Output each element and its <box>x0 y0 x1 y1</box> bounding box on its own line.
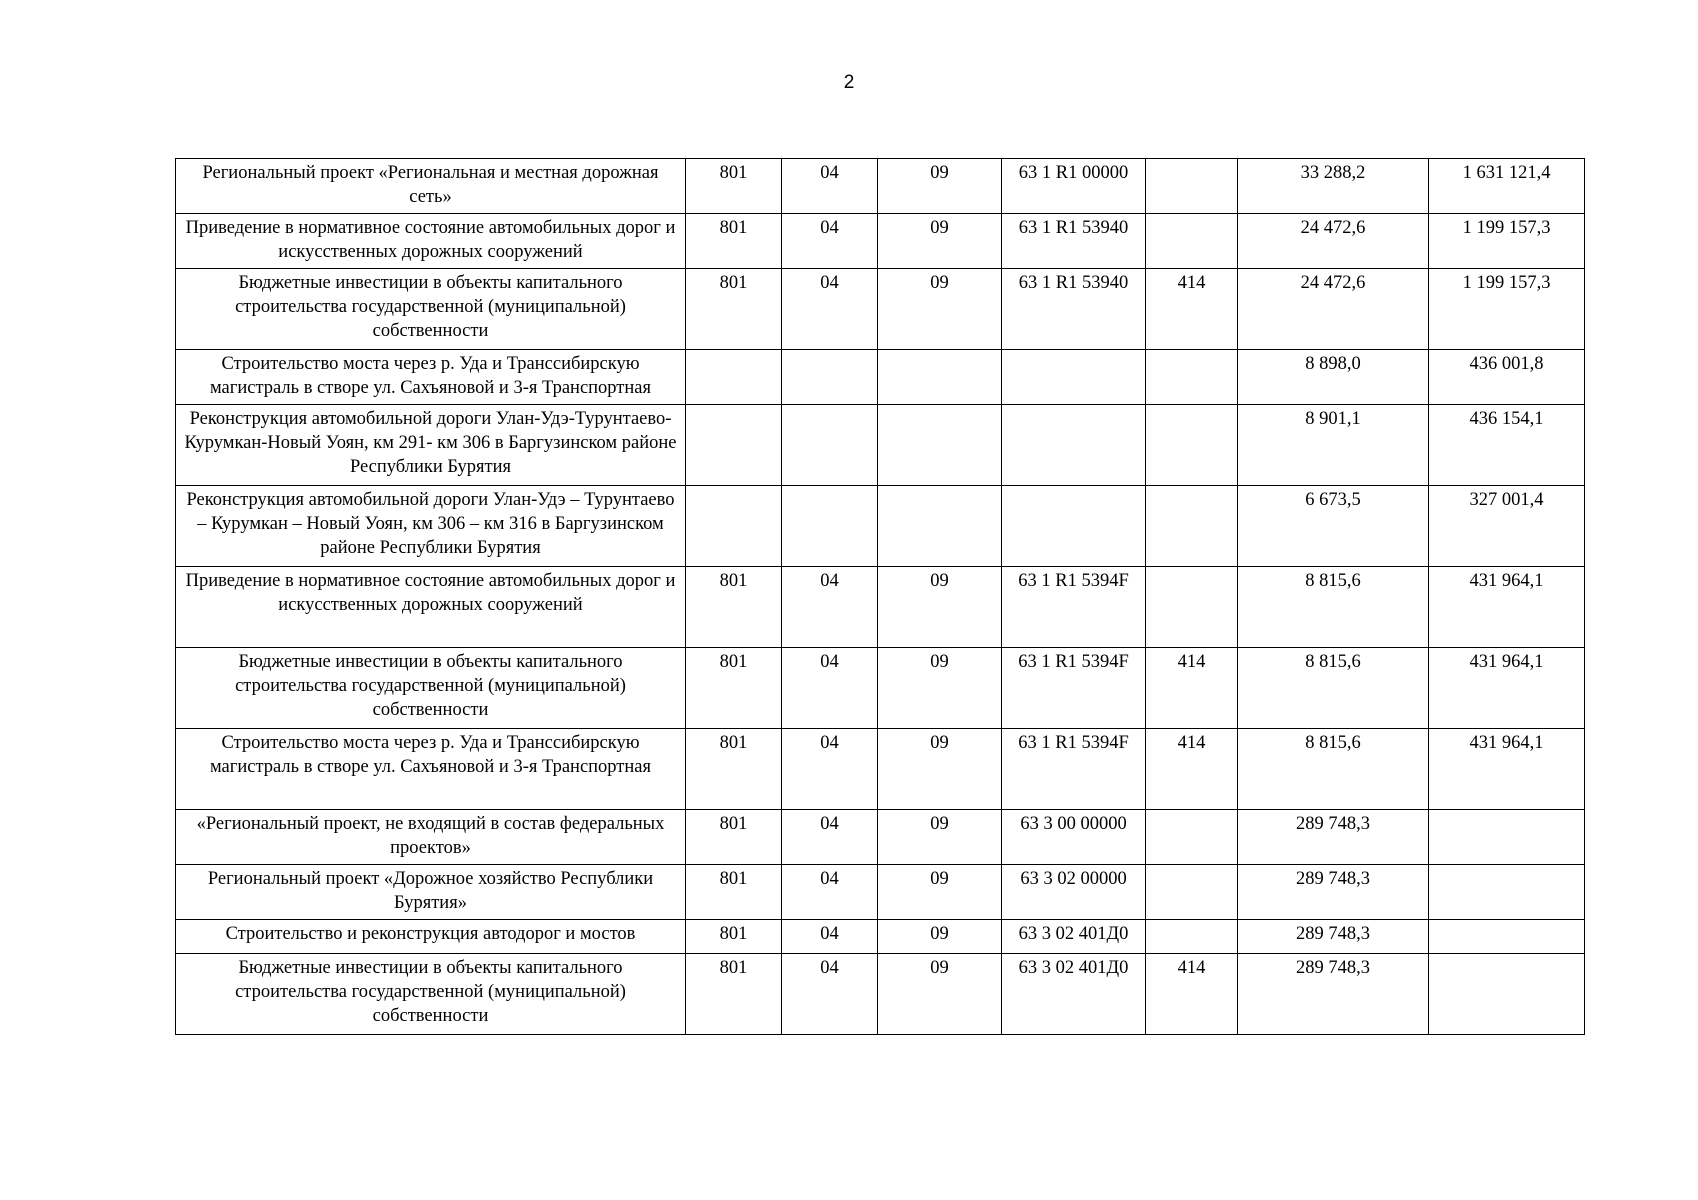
amount-second-cell: 431 964,1 <box>1429 729 1585 810</box>
ministry-code-cell: 801 <box>686 920 782 954</box>
ministry-code-cell <box>686 405 782 486</box>
expense-type-cell <box>1146 159 1238 214</box>
subsection-code-cell: 09 <box>878 920 1002 954</box>
expense-type-cell <box>1146 486 1238 567</box>
ministry-code-cell: 801 <box>686 567 782 648</box>
subsection-code-cell: 09 <box>878 159 1002 214</box>
amount-first-cell: 289 748,3 <box>1238 954 1429 1035</box>
ministry-code-cell: 801 <box>686 954 782 1035</box>
subsection-code-cell <box>878 405 1002 486</box>
expense-type-cell: 414 <box>1146 269 1238 350</box>
table-row <box>176 954 1585 1035</box>
subsection-code-cell: 09 <box>878 865 1002 920</box>
section-code-cell: 04 <box>782 865 878 920</box>
ministry-code-cell: 801 <box>686 865 782 920</box>
expense-type-cell <box>1146 405 1238 486</box>
expense-type-cell: 414 <box>1146 729 1238 810</box>
amount-first-cell: 8 815,6 <box>1238 648 1429 729</box>
amount-second-cell <box>1429 954 1585 1035</box>
subsection-code-cell: 09 <box>878 954 1002 1035</box>
subsection-code-cell: 09 <box>878 648 1002 729</box>
amount-first-cell: 24 472,6 <box>1238 269 1429 350</box>
item-name-cell: Реконструкция автомобильной дороги Улан-Удэ-Турунтаево-Курумкан-Новый Уоян, км 291- км 306 в Баргузинском районе Республики Бурятия <box>176 405 686 486</box>
budget-table <box>175 158 1585 1035</box>
item-name-cell: Реконструкция автомобильной дороги Улан-Удэ – Турунтаево – Курумкан – Новый Уоян, км 306 – км 316 в Баргузинском районе Республики Бурятия <box>176 486 686 567</box>
target-article-cell: 63 1 R1 53940 <box>1002 269 1146 350</box>
ministry-code-cell: 801 <box>686 214 782 269</box>
amount-first-cell: 24 472,6 <box>1238 214 1429 269</box>
amount-first-cell: 289 748,3 <box>1238 865 1429 920</box>
target-article-cell: 63 3 02 00000 <box>1002 865 1146 920</box>
section-code-cell: 04 <box>782 214 878 269</box>
item-name-cell: Строительство и реконструкция автодорог и мостов <box>176 920 686 954</box>
amount-second-cell: 327 001,4 <box>1429 486 1585 567</box>
amount-second-cell: 1 631 121,4 <box>1429 159 1585 214</box>
table-row <box>176 648 1585 729</box>
table-row <box>176 486 1585 567</box>
item-name-cell: Бюджетные инвестиции в объекты капитального строительства государственной (муниципальной) собственности <box>176 648 686 729</box>
section-code-cell: 04 <box>782 648 878 729</box>
expense-type-cell <box>1146 214 1238 269</box>
section-code-cell: 04 <box>782 729 878 810</box>
ministry-code-cell: 801 <box>686 159 782 214</box>
target-article-cell: 63 3 02 401Д0 <box>1002 954 1146 1035</box>
item-name-cell: Бюджетные инвестиции в объекты капитального строительства государственной (муниципальной) собственности <box>176 954 686 1035</box>
target-article-cell <box>1002 405 1146 486</box>
amount-first-cell: 289 748,3 <box>1238 810 1429 865</box>
amount-first-cell: 289 748,3 <box>1238 920 1429 954</box>
expense-type-cell: 414 <box>1146 648 1238 729</box>
subsection-code-cell: 09 <box>878 214 1002 269</box>
subsection-code-cell: 09 <box>878 810 1002 865</box>
item-name-cell: «Региональный проект, не входящий в состав федеральных проектов» <box>176 810 686 865</box>
ministry-code-cell: 801 <box>686 729 782 810</box>
target-article-cell: 63 1 R1 5394F <box>1002 729 1146 810</box>
amount-second-cell <box>1429 920 1585 954</box>
amount-first-cell: 6 673,5 <box>1238 486 1429 567</box>
page-number: 2 <box>843 72 855 93</box>
table-row <box>176 159 1585 214</box>
target-article-cell <box>1002 486 1146 567</box>
table-row <box>176 810 1585 865</box>
table-row <box>176 567 1585 648</box>
section-code-cell: 04 <box>782 810 878 865</box>
expense-type-cell <box>1146 920 1238 954</box>
item-name-cell: Региональный проект «Региональная и местная дорожная сеть» <box>176 159 686 214</box>
amount-second-cell: 1 199 157,3 <box>1429 214 1585 269</box>
amount-second-cell <box>1429 865 1585 920</box>
amount-second-cell: 436 154,1 <box>1429 405 1585 486</box>
expense-type-cell <box>1146 865 1238 920</box>
table-row <box>176 920 1585 954</box>
target-article-cell: 63 1 R1 00000 <box>1002 159 1146 214</box>
amount-second-cell: 431 964,1 <box>1429 567 1585 648</box>
ministry-code-cell: 801 <box>686 648 782 729</box>
expense-type-cell: 414 <box>1146 954 1238 1035</box>
table-row <box>176 865 1585 920</box>
amount-first-cell: 33 288,2 <box>1238 159 1429 214</box>
amount-second-cell: 436 001,8 <box>1429 350 1585 405</box>
item-name-cell: Строительство моста через р. Уда и Транссибирскую магистраль в створе ул. Сахъяновой и 3-я Транспортная <box>176 729 686 810</box>
section-code-cell <box>782 405 878 486</box>
subsection-code-cell: 09 <box>878 567 1002 648</box>
target-article-cell: 63 1 R1 5394F <box>1002 567 1146 648</box>
target-article-cell: 63 3 00 00000 <box>1002 810 1146 865</box>
table-row <box>176 214 1585 269</box>
item-name-cell: Строительство моста через р. Уда и Транссибирскую магистраль в створе ул. Сахъяновой и 3-я Транспортная <box>176 350 686 405</box>
target-article-cell: 63 1 R1 53940 <box>1002 214 1146 269</box>
target-article-cell: 63 3 02 401Д0 <box>1002 920 1146 954</box>
subsection-code-cell <box>878 486 1002 567</box>
table-row <box>176 405 1585 486</box>
amount-second-cell <box>1429 810 1585 865</box>
ministry-code-cell <box>686 486 782 567</box>
amount-first-cell: 8 815,6 <box>1238 567 1429 648</box>
target-article-cell <box>1002 350 1146 405</box>
target-article-cell: 63 1 R1 5394F <box>1002 648 1146 729</box>
table-row <box>176 350 1585 405</box>
ministry-code-cell: 801 <box>686 810 782 865</box>
amount-first-cell: 8 815,6 <box>1238 729 1429 810</box>
table-row <box>176 269 1585 350</box>
section-code-cell: 04 <box>782 920 878 954</box>
expense-type-cell <box>1146 567 1238 648</box>
item-name-cell: Приведение в нормативное состояние автомобильных дорог и искусственных дорожных сооружений <box>176 567 686 648</box>
amount-first-cell: 8 901,1 <box>1238 405 1429 486</box>
subsection-code-cell: 09 <box>878 729 1002 810</box>
amount-first-cell: 8 898,0 <box>1238 350 1429 405</box>
section-code-cell <box>782 350 878 405</box>
amount-second-cell: 1 199 157,3 <box>1429 269 1585 350</box>
item-name-cell: Приведение в нормативное состояние автомобильных дорог и искусственных дорожных сооружений <box>176 214 686 269</box>
item-name-cell: Региональный проект «Дорожное хозяйство Республики Бурятия» <box>176 865 686 920</box>
table-row <box>176 729 1585 810</box>
section-code-cell: 04 <box>782 954 878 1035</box>
section-code-cell: 04 <box>782 159 878 214</box>
section-code-cell <box>782 486 878 567</box>
section-code-cell: 04 <box>782 567 878 648</box>
expense-type-cell <box>1146 810 1238 865</box>
item-name-cell: Бюджетные инвестиции в объекты капитального строительства государственной (муниципальной) собственности <box>176 269 686 350</box>
ministry-code-cell <box>686 350 782 405</box>
subsection-code-cell: 09 <box>878 269 1002 350</box>
expense-type-cell <box>1146 350 1238 405</box>
amount-second-cell: 431 964,1 <box>1429 648 1585 729</box>
ministry-code-cell: 801 <box>686 269 782 350</box>
subsection-code-cell <box>878 350 1002 405</box>
table-body <box>176 159 1585 1035</box>
section-code-cell: 04 <box>782 269 878 350</box>
